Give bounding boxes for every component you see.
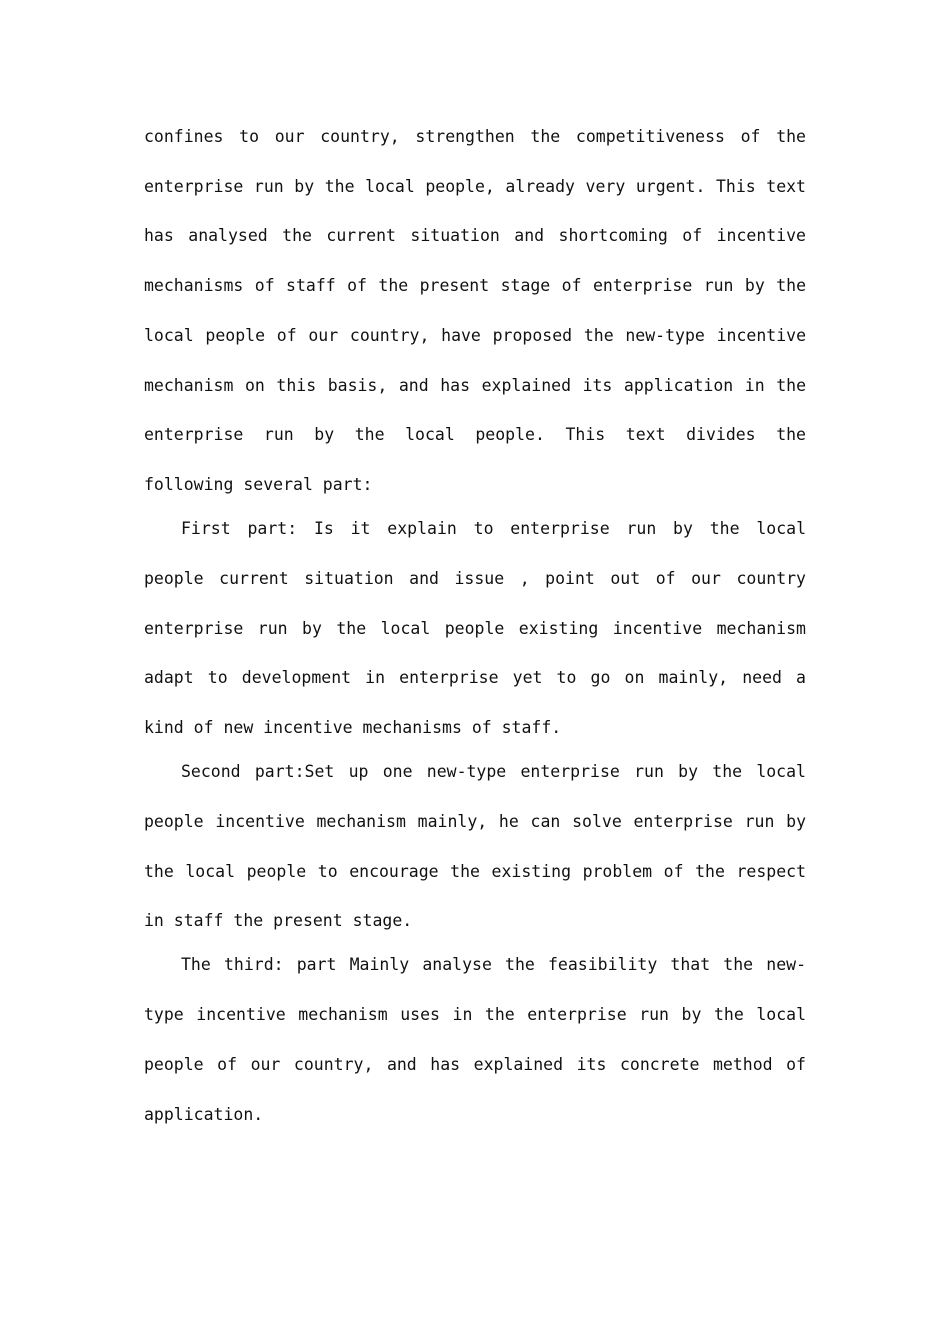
- paragraph-intro: confines to our country, strengthen the competitiveness of the enterprise run by the local people, already very urgent. This text has analysed the current situation and shortcoming of incentive mechanisms of staff of the present stage of enterprise run by the local people of our country, have proposed the new-type incentive mechanism on this basis, and has explained its application in the enterprise run by the local people. This text divides the following several part:: [144, 127, 806, 494]
- paragraph-third-part: The third: part Mainly analyse the feasibility that the new-type incentive mechanism uses in the enterprise run by the local people of our country, and has explained its concrete method of application.: [144, 955, 806, 1124]
- body-text: [144, 112, 806, 1134]
- paragraph-second-part: Second part:Set up one new-type enterprise run by the local people incentive mechanism mainly, he can solve enterprise run by the local people to encourage the existing problem of the respect in staff the present stage.: [144, 762, 806, 931]
- paragraph-first-part: First part: Is it explain to enterprise run by the local people current situation and issue , point out of our country enterprise run by the local people existing incentive mechanism adapt to development in enterprise yet to go on mainly, need a kind of new incentive mechanisms of staff.: [144, 519, 806, 737]
